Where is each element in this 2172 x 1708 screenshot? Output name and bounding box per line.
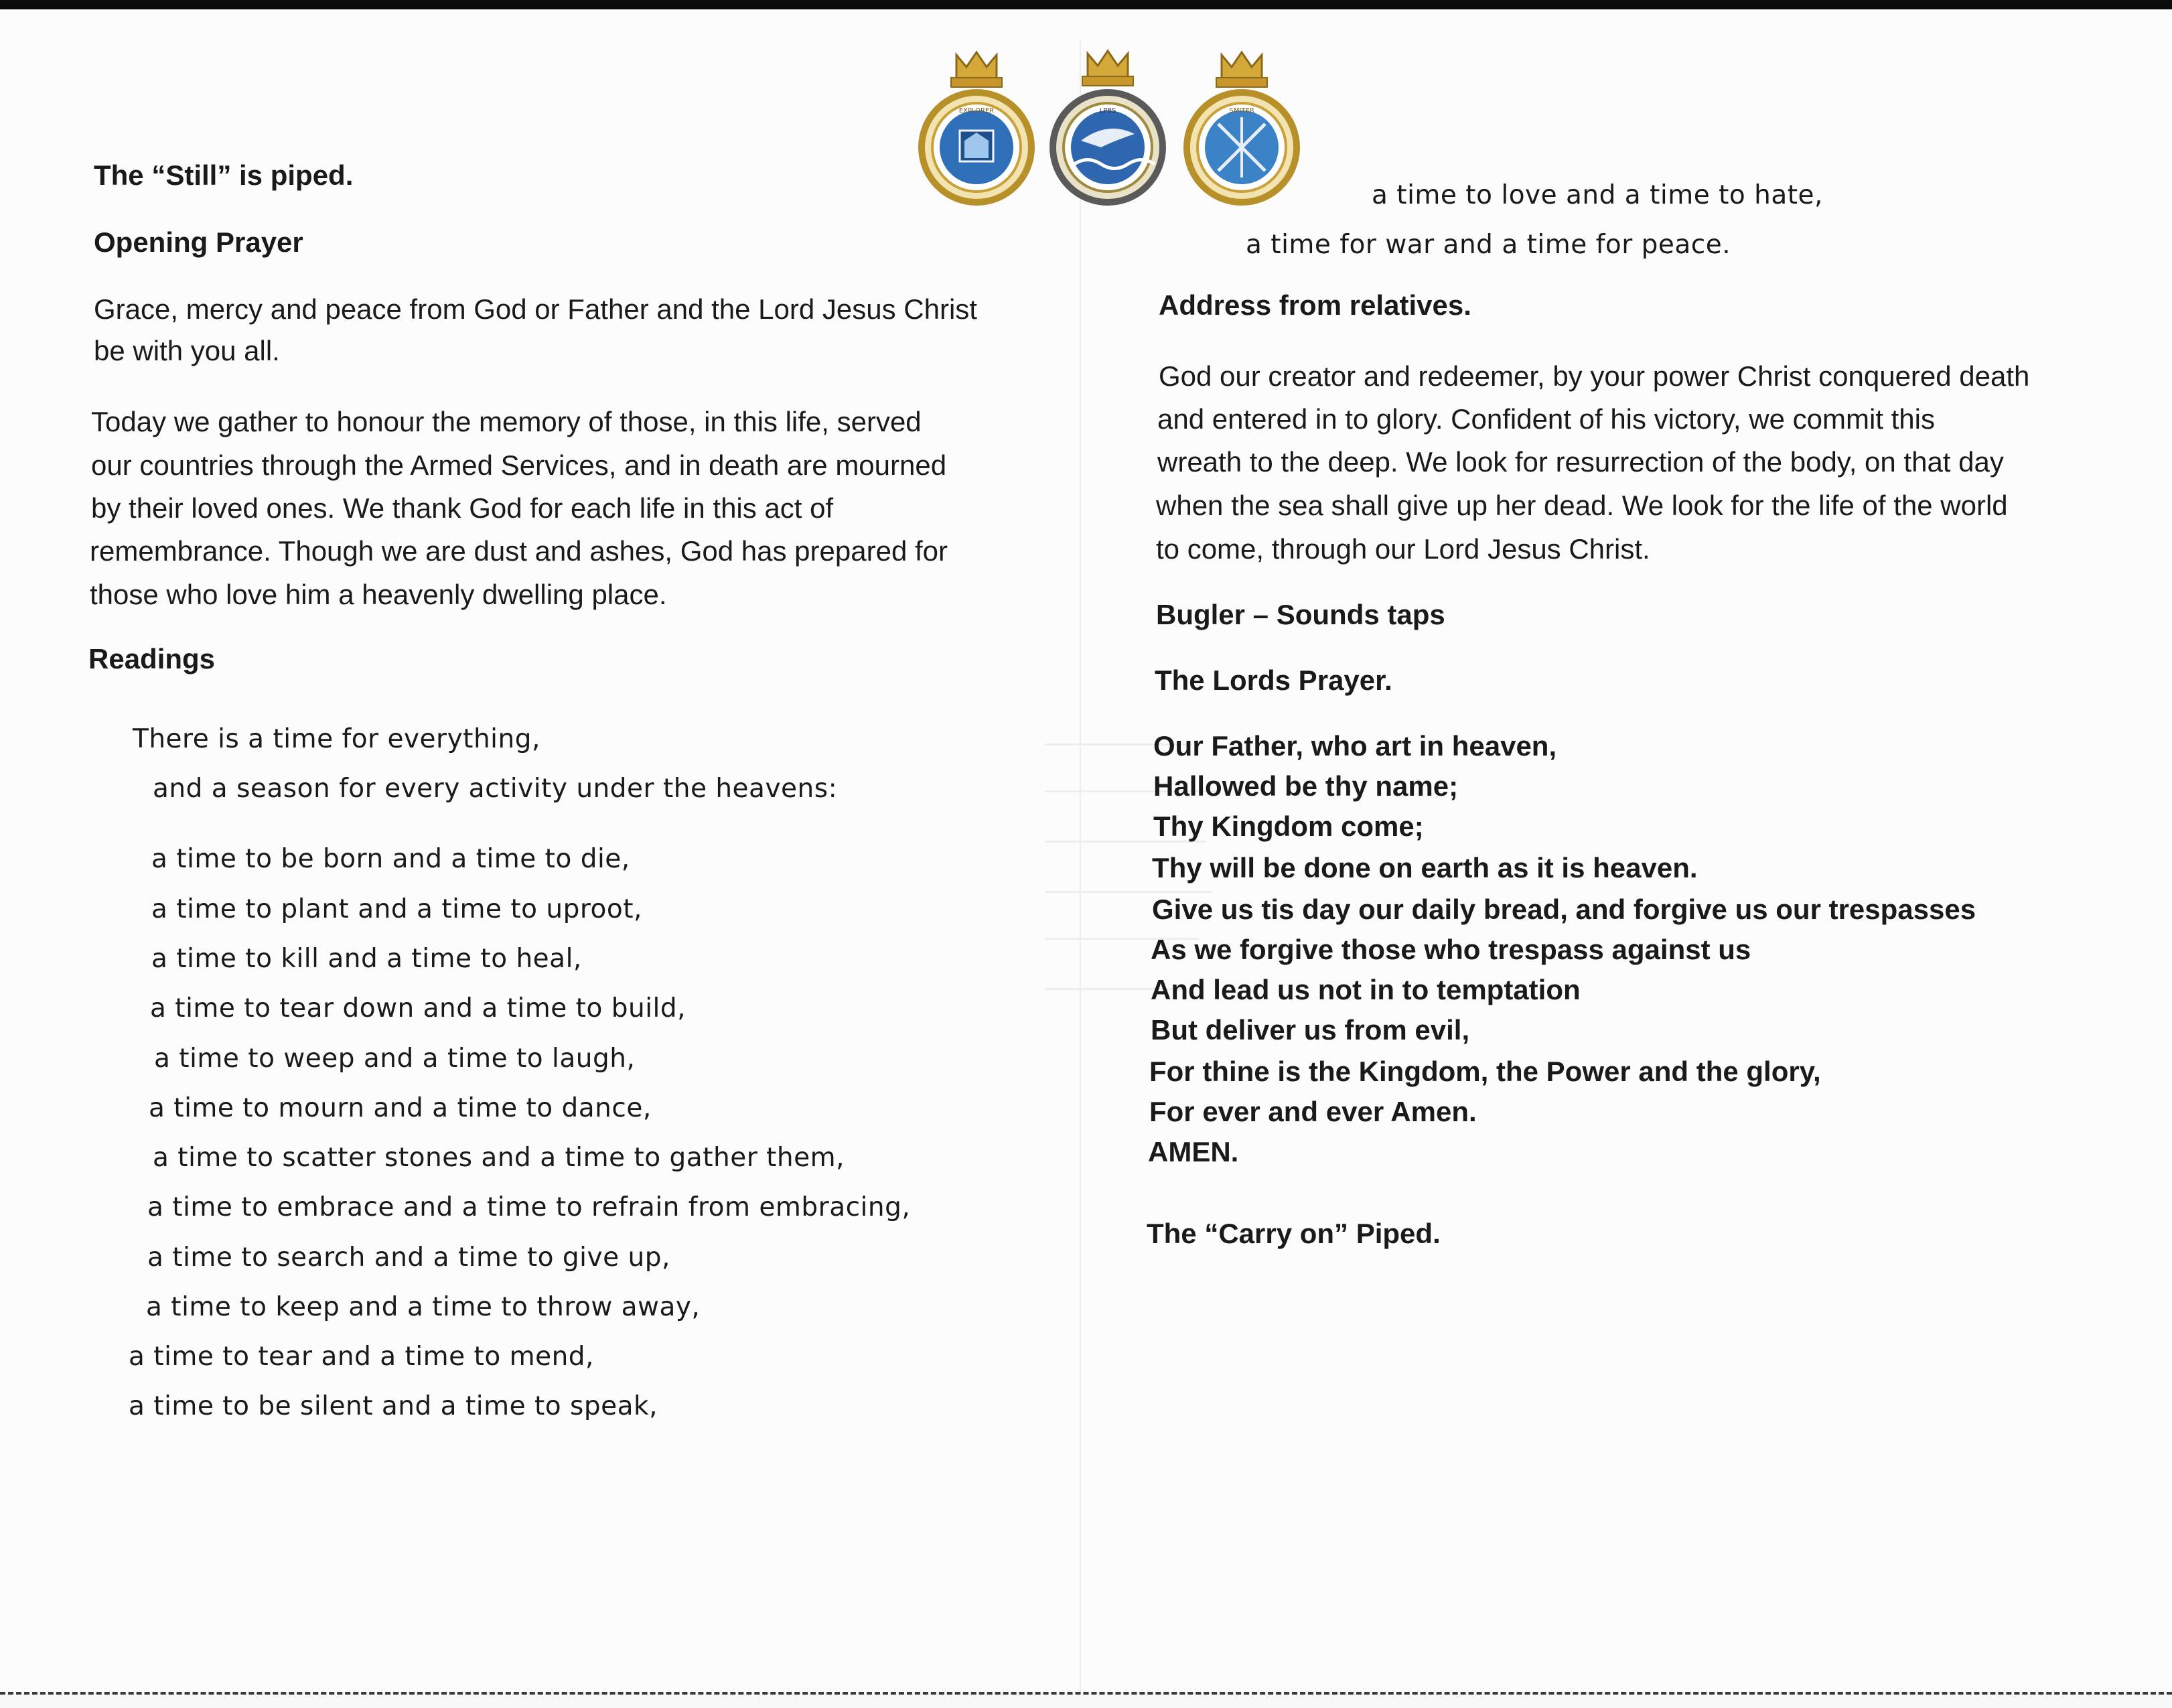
remembrance-line: remembrance. Though we are dust and ashes, God has prepared for <box>90 535 948 567</box>
address-line: and entered in to glory. Confident of his victory, we commit this <box>1157 403 1935 435</box>
reading-line: a time to be born and a time to die, <box>151 844 630 874</box>
crest-explorer-badge-icon <box>916 40 1037 208</box>
address-line: when the sea shall give up her dead. We look for the life of the world <box>1156 490 2008 521</box>
prayer-line: For ever and ever Amen. <box>1149 1096 1477 1127</box>
reading-intro-line: and a season for every activity under the heavens: <box>153 774 838 804</box>
svg-text:EXPLORER: EXPLORER <box>958 107 995 115</box>
prayer-line: Thy Kingdom come; <box>1153 810 1424 842</box>
reading-line: a time to be silent and a time to speak, <box>129 1391 658 1421</box>
prayer-line: Thy will be done on earth as it is heaven. <box>1152 852 1698 883</box>
address-line: wreath to the deep. We look for resurrection of the body, on that day <box>1157 446 2004 478</box>
reading-line: a time to scatter stones and a time to gather them, <box>153 1143 845 1173</box>
page-fold-line <box>1080 40 1081 1695</box>
reading-line: a time to mourn and a time to dance, <box>149 1093 652 1123</box>
bugler-heading: Bugler – Sounds taps <box>1156 599 1445 630</box>
svg-text:LPBS: LPBS <box>1099 107 1116 115</box>
grace-line: be with you all. <box>94 335 280 366</box>
carry-on-piped: The “Carry on” Piped. <box>1147 1218 1441 1249</box>
prayer-line: And lead us not in to temptation <box>1151 974 1581 1005</box>
crest-smiter-badge-icon <box>1181 40 1302 208</box>
readings-heading: Readings <box>88 643 216 674</box>
reading-intro-line: There is a time for everything, <box>133 724 540 754</box>
crest-smiter <box>1181 40 1302 208</box>
remembrance-line: our countries through the Armed Services, and in death are mourned <box>91 449 947 481</box>
svg-text:SMITER: SMITER <box>1229 107 1254 115</box>
reading-line: a time to keep and a time to throw away, <box>146 1292 701 1322</box>
lords-prayer-heading: The Lords Prayer. <box>1155 664 1392 696</box>
reading-line: a time to embrace and a time to refrain from embracing, <box>147 1192 911 1222</box>
grace-line: Grace, mercy and peace from God or Father and the Lord Jesus Christ <box>94 293 977 325</box>
reading-line: a time to weep and a time to laugh, <box>154 1044 636 1074</box>
reading-line: a time to plant and a time to uproot, <box>151 894 642 924</box>
prayer-line: AMEN. <box>1148 1136 1239 1167</box>
reading-line: a time to kill and a time to heal, <box>151 944 582 974</box>
reading-line: a time to tear down and a time to build, <box>150 993 686 1023</box>
reading-line: a time to tear and a time to mend, <box>129 1342 594 1372</box>
prayer-line: As we forgive those who trespass against us <box>1151 934 1751 965</box>
still-piped: The “Still” is piped. <box>94 159 354 191</box>
scan-top-edge <box>0 0 2172 9</box>
prayer-line: For thine is the Kingdom, the Power and the glory, <box>1149 1056 1821 1087</box>
prayer-line: Hallowed be thy name; <box>1153 770 1459 802</box>
reading-continued-line: a time for war and a time for peace. <box>1246 230 1731 260</box>
address-line: to come, through our Lord Jesus Christ. <box>1156 533 1650 565</box>
remembrance-line: by their loved ones. We thank God for each life in this act of <box>91 492 834 524</box>
cut-line <box>0 1692 2172 1708</box>
prayer-line: But deliver us from evil, <box>1151 1014 1470 1046</box>
reading-continued-line: a time to love and a time to hate, <box>1372 180 1823 210</box>
crest-lpbs <box>1047 40 1168 208</box>
remembrance-line: Today we gather to honour the memory of those, in this life, served <box>91 406 922 437</box>
reading-line: a time to search and a time to give up, <box>147 1242 670 1273</box>
remembrance-line: those who love him a heavenly dwelling place. <box>90 579 667 610</box>
crest-lpbs-badge-icon <box>1047 40 1168 208</box>
address-line: God our creator and redeemer, by your power Christ conquered death <box>1159 360 2030 392</box>
address-heading: Address from relatives. <box>1159 289 1471 321</box>
prayer-line: Give us tis day our daily bread, and forgive us our trespasses <box>1152 894 1976 925</box>
ship-crests <box>916 40 1302 208</box>
crest-explorer <box>916 40 1037 208</box>
prayer-line: Our Father, who art in heaven, <box>1153 730 1557 762</box>
opening-prayer-heading: Opening Prayer <box>94 226 303 258</box>
